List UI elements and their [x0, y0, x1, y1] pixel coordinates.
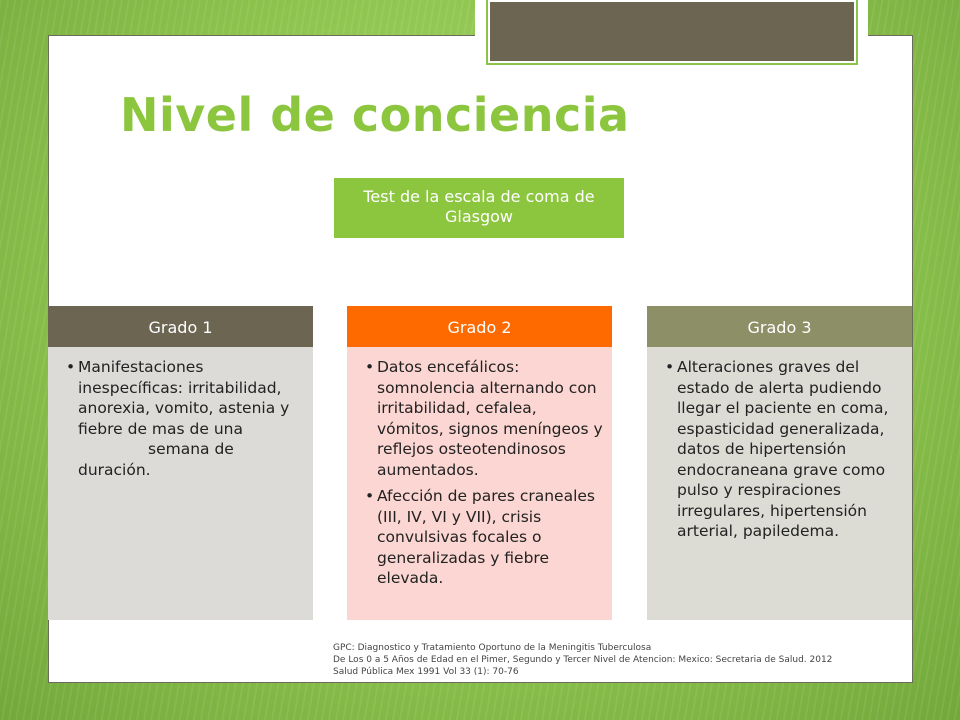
- grade-2-body: [347, 347, 612, 620]
- grade-3-body: [647, 347, 912, 620]
- references: [333, 642, 923, 678]
- glasgow-test-box: Test de la escala de coma de Glasgow: [334, 178, 624, 238]
- grade-1-header: Grado 1: [48, 306, 313, 347]
- grade-1-text-cont: semana de: [148, 440, 234, 458]
- grade-3-column: [647, 306, 912, 620]
- grade-2-item: • Datos encefálicos: somnolencia alternando con irritabilidad, cefalea, vómitos, signos meníngeos y reflejos osteotendinosos aumentados.: [367, 357, 604, 480]
- top-tab-decoration: [488, 0, 856, 63]
- grade-1-text-end: duración.: [78, 460, 151, 479]
- grade-1-text: Manifestaciones inespecíficas: irritabilidad, anorexia, vomito, astenia y fiebre de mas de una: [78, 358, 290, 438]
- slide-title: Nivel de conciencia: [120, 88, 630, 142]
- grade-3-header: Grado 3: [647, 306, 912, 347]
- reference-line: De Los 0 a 5 Años de Edad en el Pimer, Segundo y Tercer Nivel de Atencion: Mexico: Secretaria de Salud. 2012: [333, 655, 833, 665]
- grade-2-item: • Afección de pares craneales (III, IV, VI y VII), crisis convulsivas focales o generalizadas y fiebre elevada.: [367, 486, 604, 589]
- reference-line: GPC: Diagnostico y Tratamiento Oportuno de la Meningitis Tuberculosa: [333, 643, 652, 653]
- grade-1-body: [48, 347, 313, 620]
- grade-3-item: • Alteraciones graves del estado de alerta pudiendo llegar el paciente en coma, espasticidad generalizada, datos de hipertensión endocraneana grave como pulso y respiraciones irregulares, hipertensión arterial, papiledema.: [667, 357, 904, 542]
- grade-1-column: [48, 306, 313, 620]
- grade-1-item: [68, 357, 305, 480]
- grade-2-column: [347, 306, 612, 620]
- reference-line: Salud Pública Mex 1991 Vol 33 (1): 70-76: [333, 667, 519, 677]
- grade-2-header: Grado 2: [347, 306, 612, 347]
